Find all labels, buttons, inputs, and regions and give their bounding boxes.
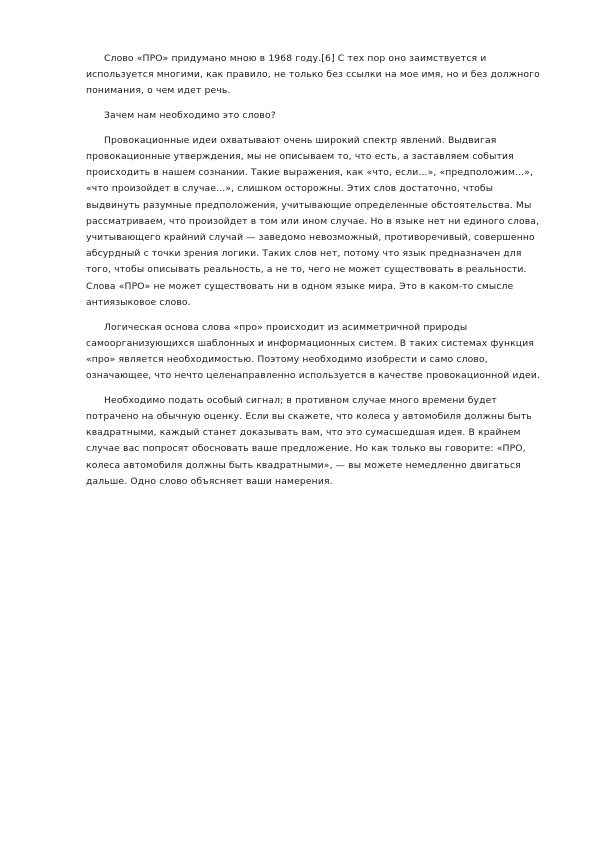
document-body <box>86 51 541 499</box>
paragraph-question: Зачем нам необходимо это слово? <box>104 110 276 122</box>
paragraph-provocative-ideas: Провокационные идеи охватывают очень широкий спектр явлений. Выдвигая провокационные утверждения, мы не описываем то, что есть, а заставляем события происходить в нашем сознании. Такие выражения, как «что, если...», «предположим...», «что произойдет в случае...», слишком осторожны. Этих слов достаточно, чтобы выдвинуть разумные предположения, учитывающие определенные обстоятельства. Мы рассматриваем, что произойдет в том или ином случае. Но в языке нет ни единого слова, учитывающего крайний случай — заведомо невозможный, противоречивый, совершенно абсурдный с точки зрения логики. Таких слов нет, потому что язык предназначен для того, чтобы описывать реальность, а не то, чего не может существовать в реальности. Слова «ПРО» не может существовать ни в одном языке мира. Это в каком-то смысле антиязыковое слово. <box>86 134 540 308</box>
paragraph-intro: Слово «ПРО» придумано мною в 1968 году.[6] С тех пор оно заимствуется и используется многими, как правило, не только без ссылки на мое имя, но и без должного понимания, о чем идет речь. <box>86 53 540 97</box>
paragraph-special-signal: Необходимо подать особый сигнал; в противном случае много времени будет потрачено на обычную оценку. Если вы скажете, что колеса у автомобиля должны быть квадратными, каждый станет доказывать вам, что это сумасшедшая идея. В крайнем случае вас попросят обосновать ваше предложение. Но как только вы говорите: «ПРО, колеса автомобиля должны быть квадратными», — вы можете немедленно двигаться дальше. Одно слово объясняет ваши намерения. <box>86 394 532 487</box>
paragraph-logical-basis: Логическая основа слова «про» происходит из асимметричной природы самоорганизующихся шаблонных и информационных систем. В таких системах функция «про» является необходимостью. Поэтому необходимо изобрести и само слово, означающее, что нечто целенаправленно используется в качестве провокационной идеи. <box>86 321 541 382</box>
